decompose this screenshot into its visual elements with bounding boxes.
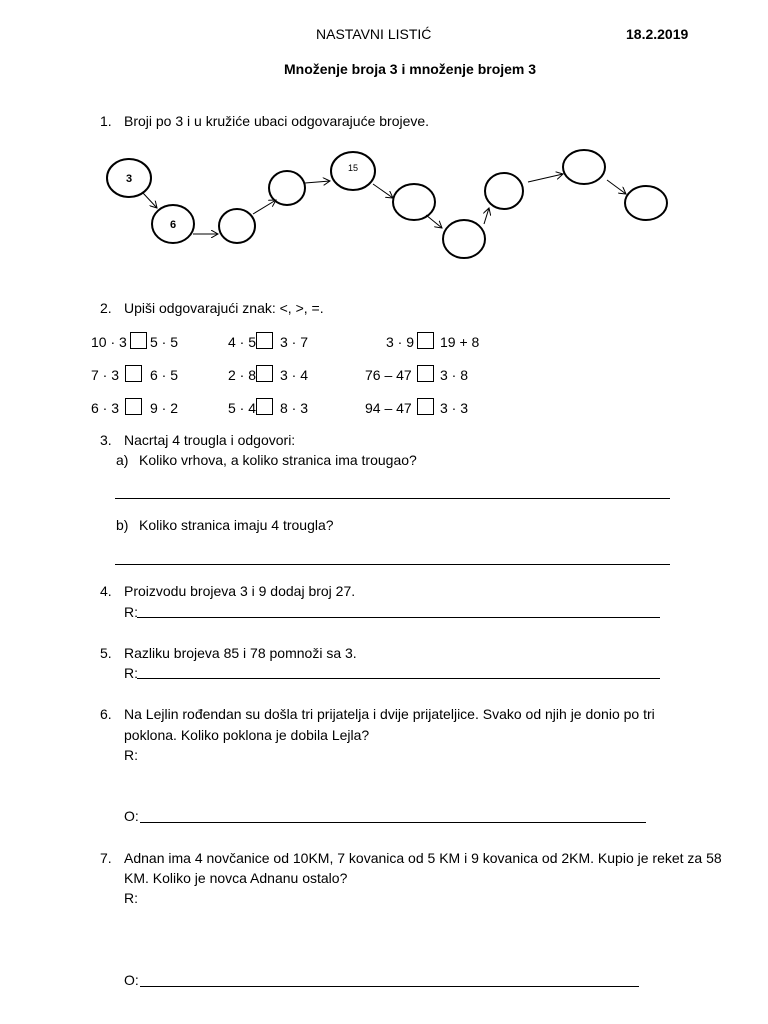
comparison-right: 6 · 5 — [150, 367, 179, 383]
comparison-answer-box[interactable] — [130, 332, 147, 349]
sequence-arrow — [528, 174, 563, 182]
comparison-right: 8 · 3 — [280, 400, 309, 416]
answer-line-6[interactable] — [140, 822, 646, 823]
sequence-value: 3 — [125, 173, 133, 185]
comparison-right: 9 · 2 — [150, 400, 179, 416]
worksheet-subtitle: Množenje broja 3 i množenje brojem 3 — [284, 61, 537, 77]
sequence-arrow — [253, 200, 276, 214]
task-7-o-label: O: — [124, 972, 139, 988]
answer-line-4[interactable] — [137, 617, 660, 618]
comparison-left: 4 · 5 — [228, 334, 257, 350]
task-5-number: 5. — [100, 645, 112, 661]
comparison-right: 3 · 7 — [280, 334, 309, 350]
task-4-number: 4. — [100, 583, 112, 599]
sequence-value: 15 — [347, 163, 359, 173]
comparison-answer-box[interactable] — [256, 332, 273, 349]
task-2-text: Upiši odgovarajući znak: <, >, =. — [124, 300, 324, 316]
sequence-circle-3[interactable] — [219, 209, 255, 243]
comparison-right: 5 · 5 — [150, 334, 179, 350]
task-1-text: Broji po 3 i u kružiće ubaci odgovarajuće brojeve. — [124, 113, 430, 129]
task-6-text-line2: poklona. Koliko poklona je dobila Lejla? — [124, 727, 370, 743]
comparison-right: 3 · 4 — [280, 367, 309, 383]
sequence-circle-6[interactable] — [393, 184, 435, 220]
task-3-text: Nacrtaj 4 trougla i odgovori: — [124, 432, 296, 448]
comparison-left: 7 · 3 — [91, 367, 120, 383]
comparison-left: 6 · 3 — [91, 400, 120, 416]
task-4-text: Proizvodu brojeva 3 i 9 dodaj broj 27. — [124, 583, 356, 599]
task-7-number: 7. — [100, 850, 112, 866]
sequence-value: 6 — [169, 219, 177, 231]
answer-line-3b[interactable] — [115, 564, 670, 565]
task-2-number: 2. — [100, 300, 112, 316]
comparison-answer-box[interactable] — [256, 398, 273, 415]
sequence-circle-9[interactable] — [563, 150, 605, 184]
sequence-arrow — [484, 208, 489, 224]
comparison-left: 76 – 47 — [365, 367, 412, 383]
comparison-left: 5 · 4 — [228, 400, 257, 416]
comparison-right: 19 + 8 — [440, 334, 480, 350]
comparison-left: 94 – 47 — [365, 400, 412, 416]
task-7-text-line1: Adnan ima 4 novčanice od 10KM, 7 kovanica od 5 KM i 9 kovanica od 2KM. Kupio je reket za 58 — [124, 850, 722, 866]
worksheet-date: 18.2.2019 — [626, 26, 689, 42]
task-1-number: 1. — [100, 113, 112, 129]
comparison-left: 2 · 8 — [228, 367, 257, 383]
task-4-answer-label: R: — [124, 604, 138, 620]
task-3a-label: a) — [116, 452, 129, 468]
answer-line-3a[interactable] — [115, 498, 670, 499]
answer-line-5[interactable] — [137, 678, 660, 679]
task-5-text: Razliku brojeva 85 i 78 pomnoži sa 3. — [124, 645, 357, 661]
comparison-answer-box[interactable] — [417, 365, 434, 382]
sequence-circle-10[interactable] — [625, 186, 667, 220]
task-3-number: 3. — [100, 432, 112, 448]
task-3b-text: Koliko stranica imaju 4 trougla? — [139, 517, 334, 533]
sequence-arrow — [426, 215, 442, 228]
comparison-left: 3 · 9 — [386, 334, 415, 350]
sequence-diagram — [0, 0, 768, 280]
comparison-left: 10 · 3 — [91, 334, 127, 350]
comparison-right: 3 · 3 — [440, 400, 469, 416]
worksheet-title: NASTAVNI LISTIĆ — [316, 26, 432, 42]
sequence-circle-4[interactable] — [269, 171, 305, 205]
task-5-answer-label: R: — [124, 665, 138, 681]
task-6-o-label: O: — [124, 808, 139, 824]
sequence-circle-8[interactable] — [485, 173, 523, 209]
sequence-arrow — [143, 193, 157, 208]
task-3b-label: b) — [116, 517, 129, 533]
sequence-arrow — [305, 181, 330, 183]
task-3a-text: Koliko vrhova, a koliko stranica ima trougao? — [139, 452, 417, 468]
sequence-arrow — [373, 184, 393, 198]
task-6-text-line1: Na Lejlin rođendan su došla tri prijatelja i dvije prijateljice. Svako od njih je donio po tri — [124, 706, 655, 722]
answer-line-7[interactable] — [140, 986, 639, 987]
comparison-answer-box[interactable] — [417, 332, 434, 349]
task-6-number: 6. — [100, 706, 112, 722]
sequence-circle-7[interactable] — [443, 220, 485, 258]
comparison-answer-box[interactable] — [417, 398, 434, 415]
comparison-answer-box[interactable] — [125, 365, 142, 382]
sequence-arrow — [607, 180, 626, 194]
task-7-text-line2: KM. Koliko je novca Adnanu ostalo? — [124, 870, 348, 886]
comparison-answer-box[interactable] — [125, 398, 142, 415]
task-6-r-label: R: — [124, 747, 138, 763]
task-7-r-label: R: — [124, 890, 138, 906]
comparison-right: 3 · 8 — [440, 367, 469, 383]
comparison-answer-box[interactable] — [256, 365, 273, 382]
